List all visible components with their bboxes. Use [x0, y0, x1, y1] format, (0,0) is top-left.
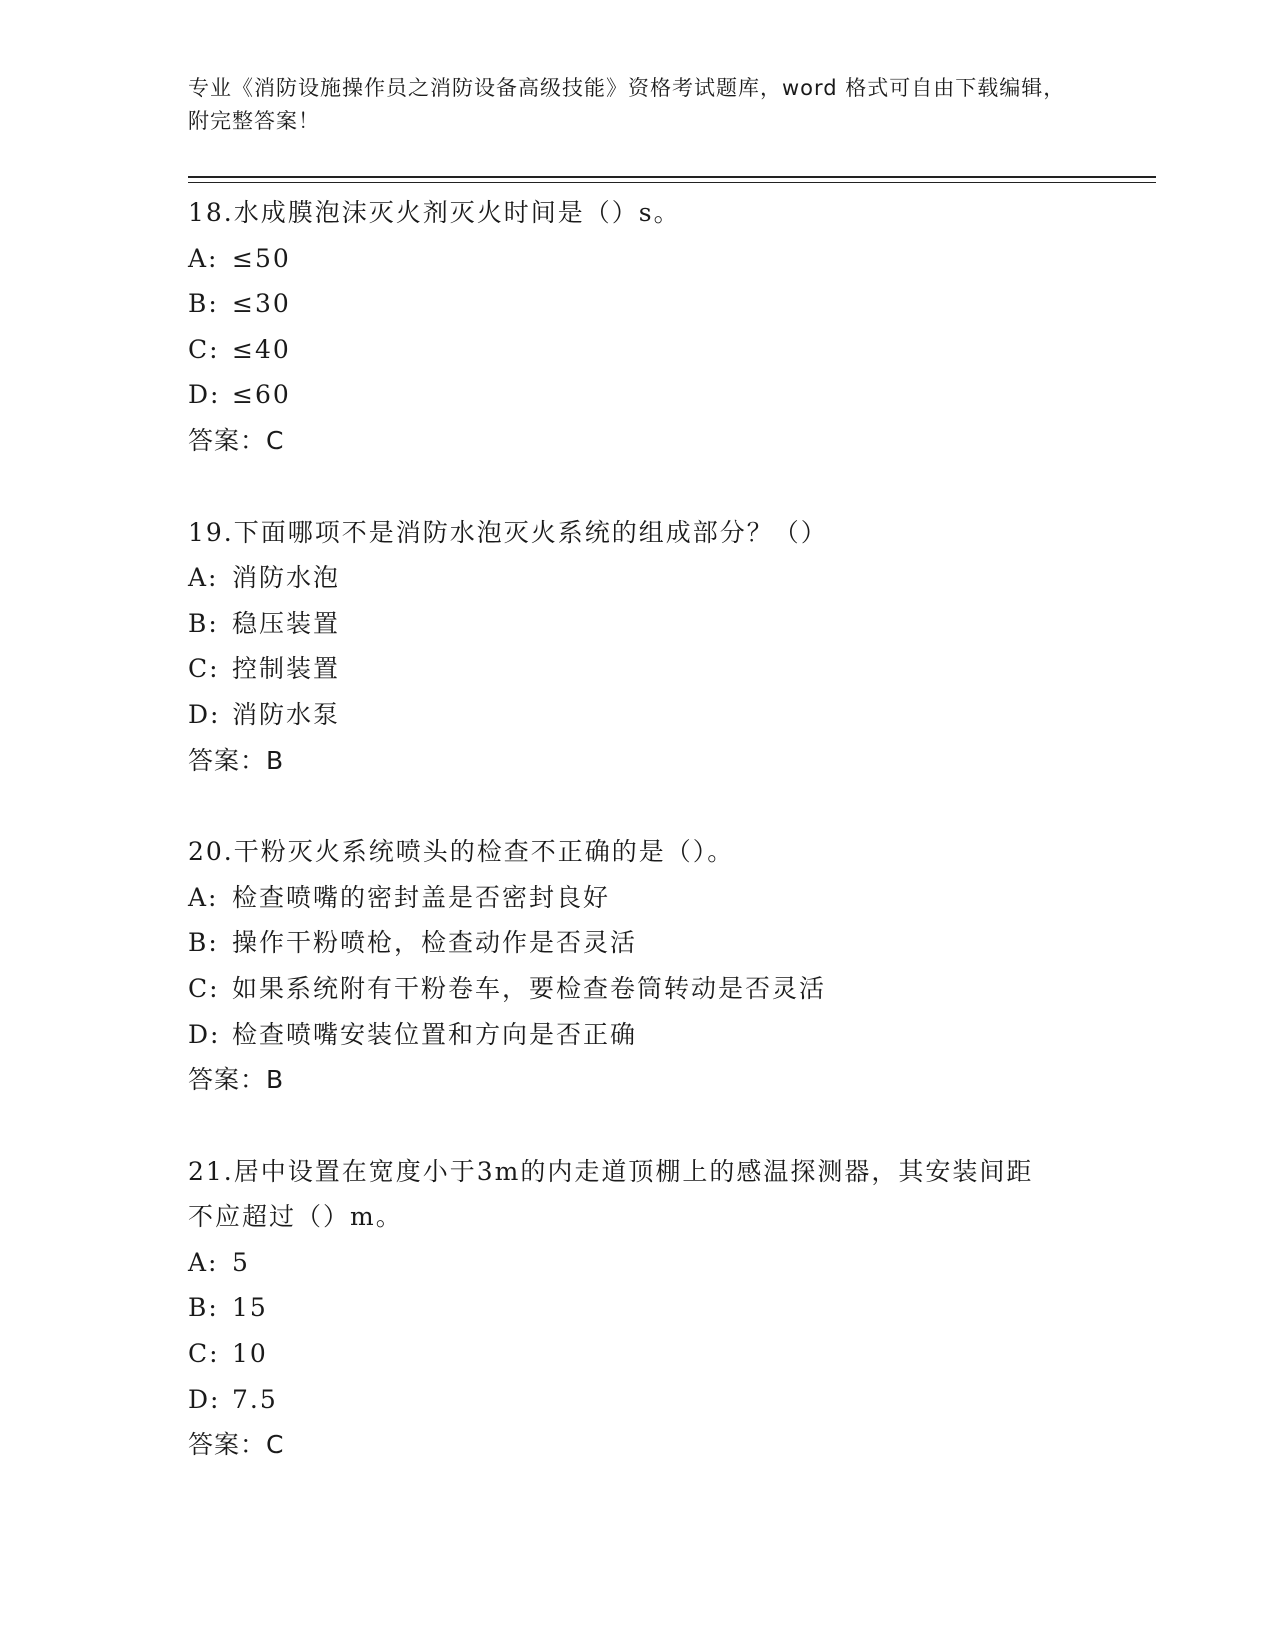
option-d	[188, 692, 1088, 738]
question-list	[188, 190, 1088, 1514]
question-stem: 20.干粉灭火系统喷头的检查不正确的是（）。	[188, 837, 735, 867]
question-20	[188, 829, 1088, 1103]
option-letter: C:	[188, 654, 220, 684]
question-stem: 21.居中设置在宽度小于3m的内走道顶棚上的感温探测器，其安装间距不应超过（）m。	[188, 1156, 1034, 1232]
option-letter: B:	[188, 289, 219, 319]
option-text: 检查喷嘴安装位置和方向是否正确	[232, 1019, 638, 1049]
option-text: 5	[232, 1247, 250, 1277]
option-text: 如果系统附有干粉卷车，要检查卷筒转动是否灵活	[232, 973, 827, 1003]
option-text: ≤30	[232, 289, 291, 319]
option-b	[188, 1285, 1088, 1331]
option-c	[188, 327, 1088, 373]
option-letter: C:	[188, 973, 220, 1003]
option-letter: B:	[188, 1293, 219, 1323]
option-a	[188, 1240, 1088, 1286]
option-text: ≤60	[232, 380, 291, 410]
option-text: 检查喷嘴的密封盖是否密封良好	[232, 882, 611, 912]
option-text: ≤40	[232, 334, 291, 364]
option-b	[188, 281, 1088, 327]
option-text: 10	[232, 1339, 268, 1369]
option-text: 7.5	[232, 1384, 278, 1414]
option-b	[188, 601, 1088, 647]
option-letter: A:	[188, 243, 219, 273]
question-19	[188, 510, 1088, 784]
option-d	[188, 1377, 1088, 1423]
header-divider-thin	[188, 182, 1156, 183]
option-c	[188, 1331, 1088, 1377]
option-letter: A:	[188, 563, 219, 593]
answer-line: 答案：B	[188, 1065, 285, 1095]
option-text: 稳压装置	[232, 608, 341, 638]
option-b	[188, 920, 1088, 966]
option-letter: D:	[188, 1384, 221, 1414]
option-letter: C:	[188, 334, 220, 364]
option-d	[188, 1012, 1088, 1058]
option-c	[188, 966, 1088, 1012]
option-text: 消防水泵	[232, 699, 341, 729]
question-stem: 19.下面哪项不是消防水泡灭火系统的组成部分？（）	[188, 517, 828, 547]
question-18	[188, 190, 1088, 464]
option-letter: C:	[188, 1339, 220, 1369]
option-text: 控制装置	[232, 654, 341, 684]
option-text: 15	[232, 1293, 268, 1323]
question-stem: 18.水成膜泡沫灭火剂灭火时间是（）s。	[188, 198, 681, 227]
option-letter: A:	[188, 882, 219, 912]
option-a	[188, 875, 1088, 921]
question-21	[188, 1149, 1088, 1468]
option-letter: A:	[188, 1247, 219, 1277]
option-c	[188, 646, 1088, 692]
option-letter: D:	[188, 1019, 221, 1049]
option-text: 消防水泡	[232, 563, 341, 593]
option-d	[188, 372, 1088, 418]
option-a	[188, 236, 1088, 282]
document-header: 专业《消防设施操作员之消防设备高级技能》资格考试题库，word 格式可自由下载编辑，附完整答案！	[188, 76, 1066, 133]
option-a	[188, 555, 1088, 601]
option-letter: B:	[188, 608, 219, 638]
option-letter: B:	[188, 928, 219, 958]
header-divider-thick	[188, 176, 1156, 178]
answer-line: 答案：C	[188, 425, 285, 455]
option-text: 操作干粉喷枪，检查动作是否灵活	[232, 928, 638, 958]
option-text: ≤50	[232, 243, 291, 273]
answer-line: 答案：B	[188, 745, 285, 775]
option-letter: D:	[188, 699, 221, 729]
option-letter: D:	[188, 380, 221, 410]
answer-line: 答案：C	[188, 1430, 285, 1460]
